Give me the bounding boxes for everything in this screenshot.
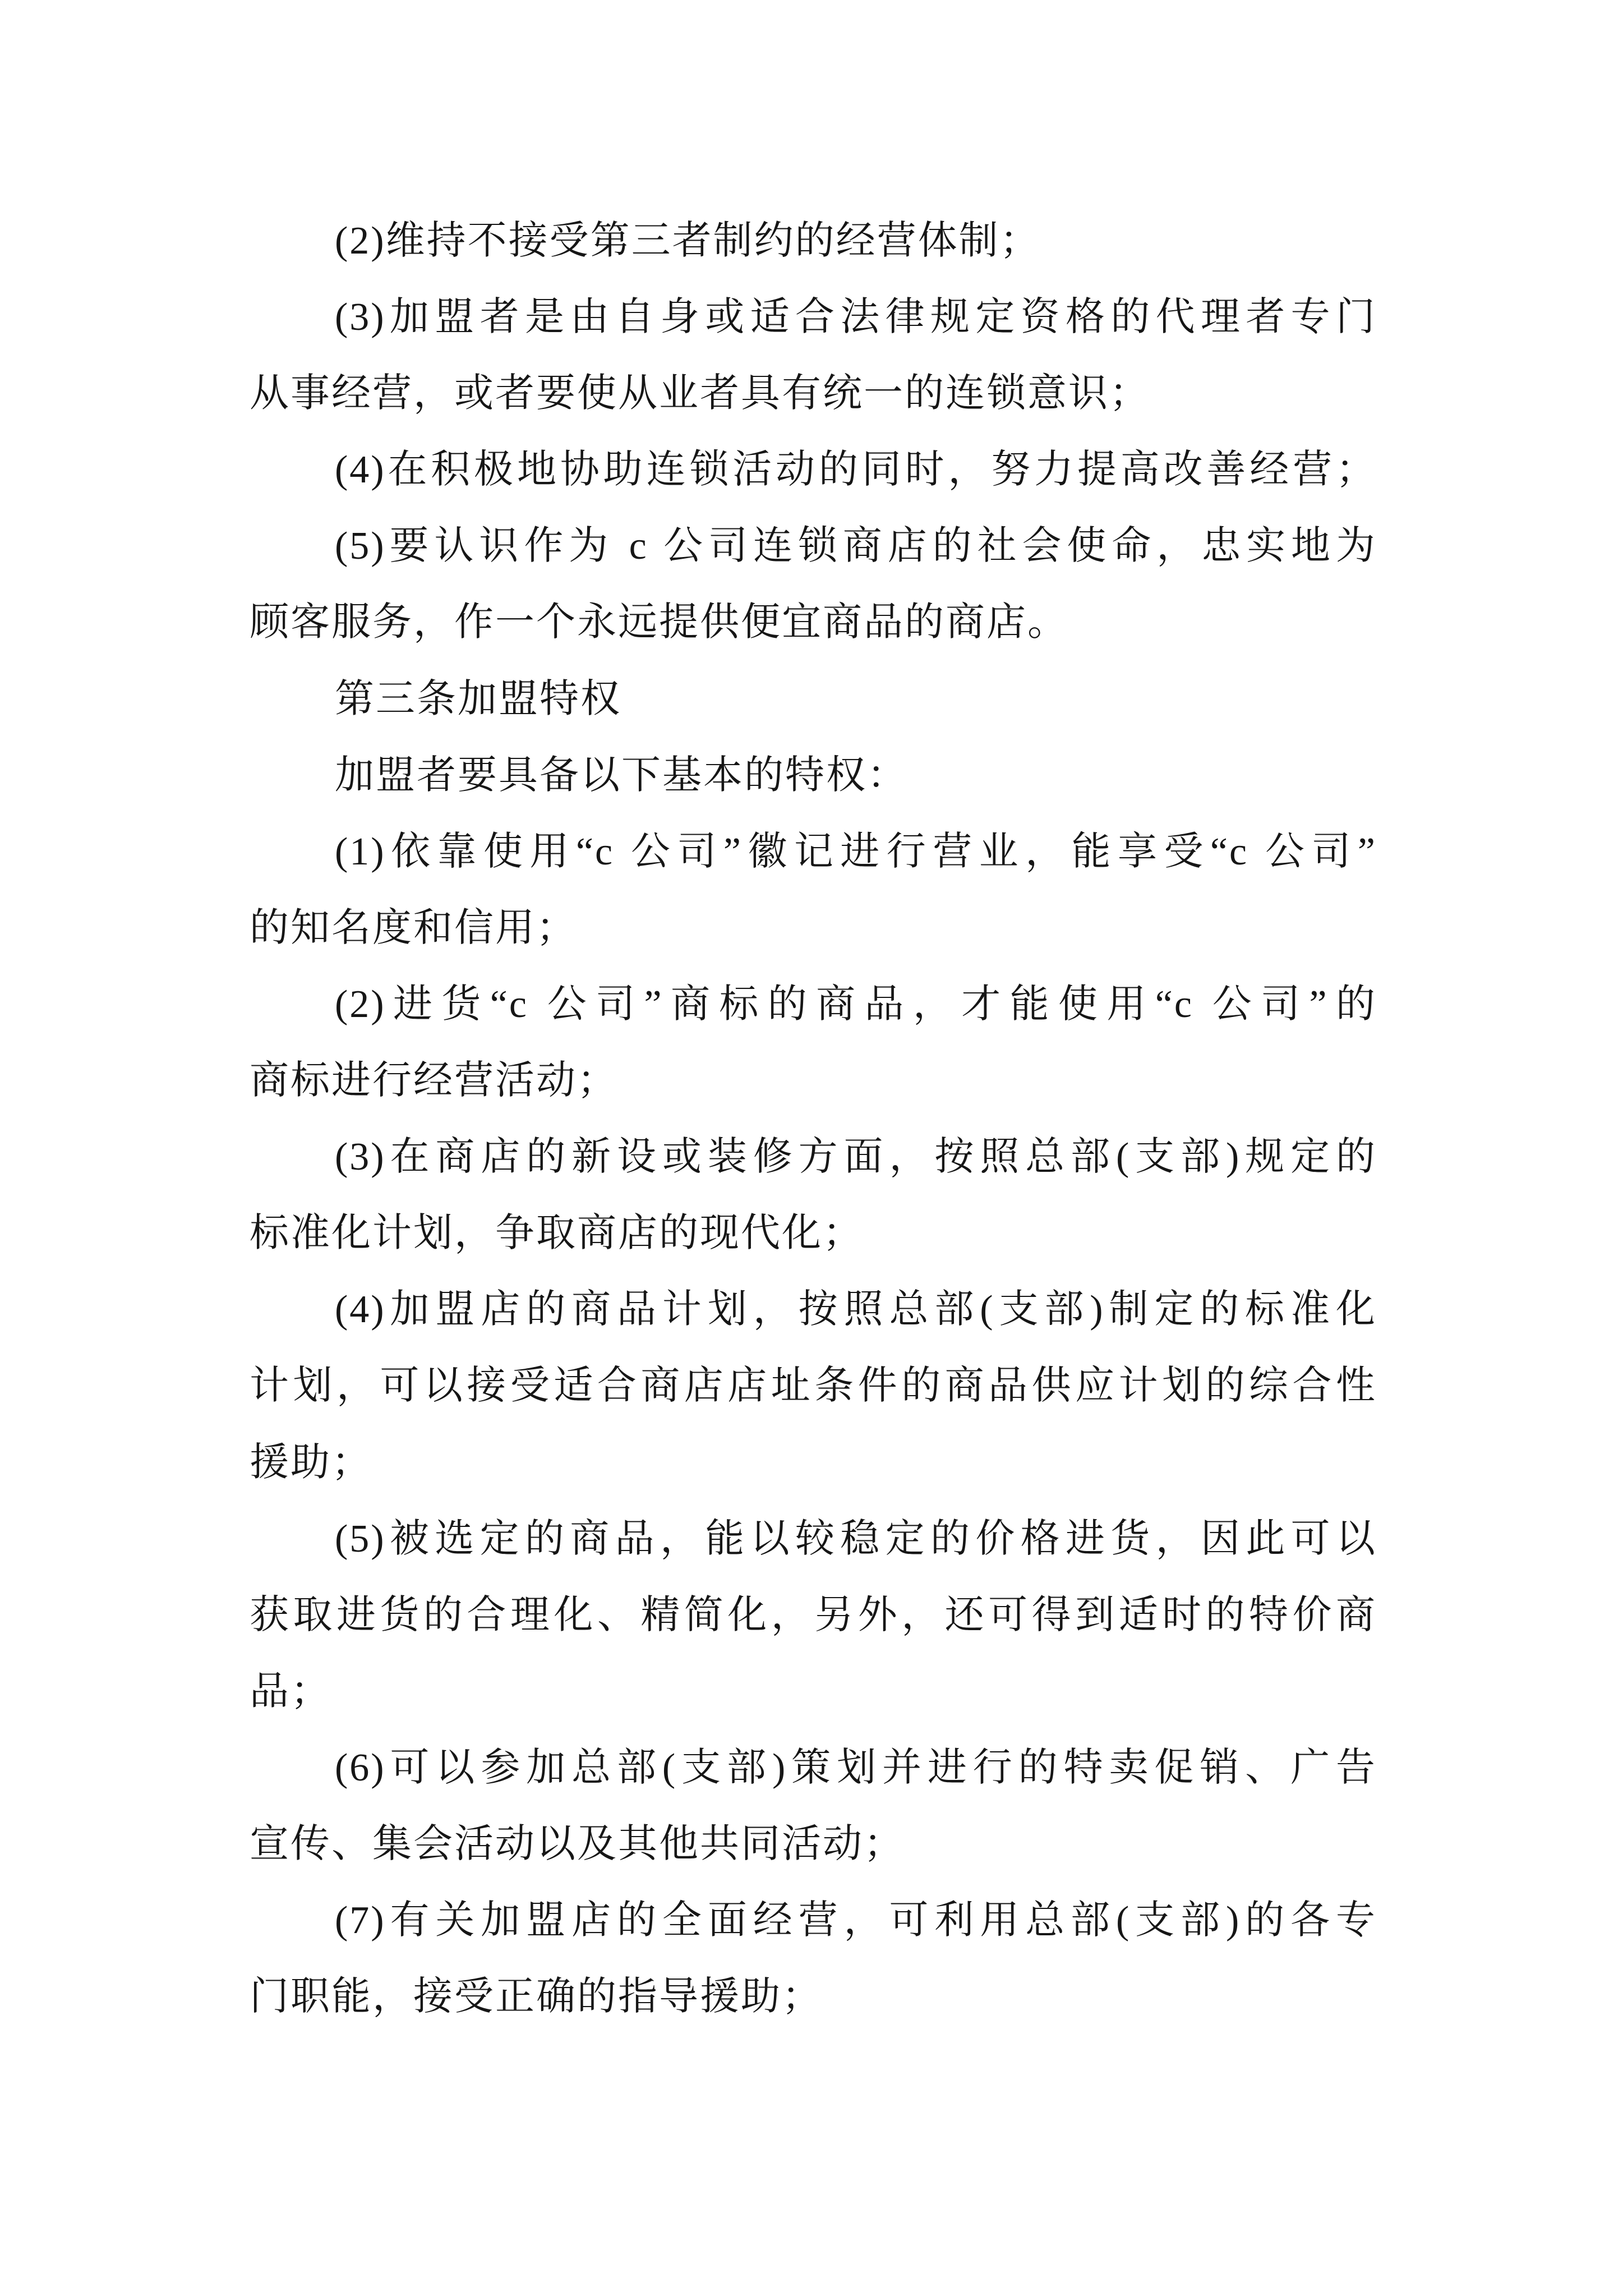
list-item <box>250 1119 1377 1272</box>
text-line: (2)维持不接受第三者制约的经营体制； <box>335 219 1041 263</box>
text-line: (2)进货“c 公司”商标的商品，才能使用“c 公司”的 <box>335 982 1377 1026</box>
list-item <box>250 508 1377 661</box>
text-line: (3)在商店的新设或装修方面，按照总部(支部)规定的 <box>335 1135 1377 1179</box>
text-line: 计划，可以接受适合商店店址条件的商品供应计划的综合性 <box>250 1364 1377 1408</box>
article-heading <box>250 661 1377 738</box>
list-item <box>250 814 1377 967</box>
text-line: (6)可以参加总部(支部)策划并进行的特卖促销、广告 <box>335 1746 1377 1789</box>
text-line: (1)依靠使用“c 公司”徽记进行营业，能享受“c 公司” <box>335 830 1377 873</box>
text-line: 援助； <box>250 1441 372 1484</box>
list-item <box>250 967 1377 1119</box>
list-item <box>250 1730 1377 1883</box>
text-line: 的知名度和信用； <box>250 906 577 950</box>
text-line: (3)加盟者是由自身或适合法律规定资格的代理者专门 <box>335 296 1377 339</box>
text-line: 品； <box>250 1669 331 1713</box>
text-line: 商标进行经营活动； <box>250 1059 618 1103</box>
list-item <box>250 279 1377 432</box>
text-line: (5)被选定的商品，能以较稳定的价格进货，因此可以 <box>335 1517 1377 1561</box>
text-line: (4)加盟店的商品计划，按照总部(支部)制定的标准化 <box>335 1288 1377 1332</box>
list-item <box>250 1272 1377 1501</box>
article-intro <box>250 738 1377 814</box>
text-line: 顾客服务，作一个永远提供便宜商品的商店。 <box>250 601 1068 645</box>
text-line: (4)在积极地协助连锁活动的同时，努力提高改善经营； <box>335 448 1377 492</box>
text-line: 从事经营，或者要使从业者具有统一的连锁意识； <box>250 372 1150 416</box>
list-item <box>250 203 1377 279</box>
text-line: (7)有关加盟店的全面经营，可利用总部(支部)的各专 <box>335 1899 1377 1943</box>
text-line: (5)要认识作为 c 公司连锁商店的社会使命，忠实地为 <box>335 524 1377 568</box>
text-line: 获取进货的合理化、精简化，另外，还可得到适时的特价商 <box>250 1593 1377 1637</box>
intro-text: 加盟者要具备以下基本的特权： <box>335 753 908 797</box>
list-item <box>250 432 1377 508</box>
text-line: 宣传、集会活动以及其他共同活动； <box>250 1822 905 1866</box>
list-item <box>250 1883 1377 2035</box>
text-line: 标准化计划，争取商店的现代化； <box>250 1212 864 1255</box>
document-body <box>250 203 1377 2035</box>
text-line: 门职能，接受正确的指导援助； <box>250 1975 823 2019</box>
list-item <box>250 1501 1377 1730</box>
heading-text: 第三条加盟特权 <box>335 677 621 721</box>
